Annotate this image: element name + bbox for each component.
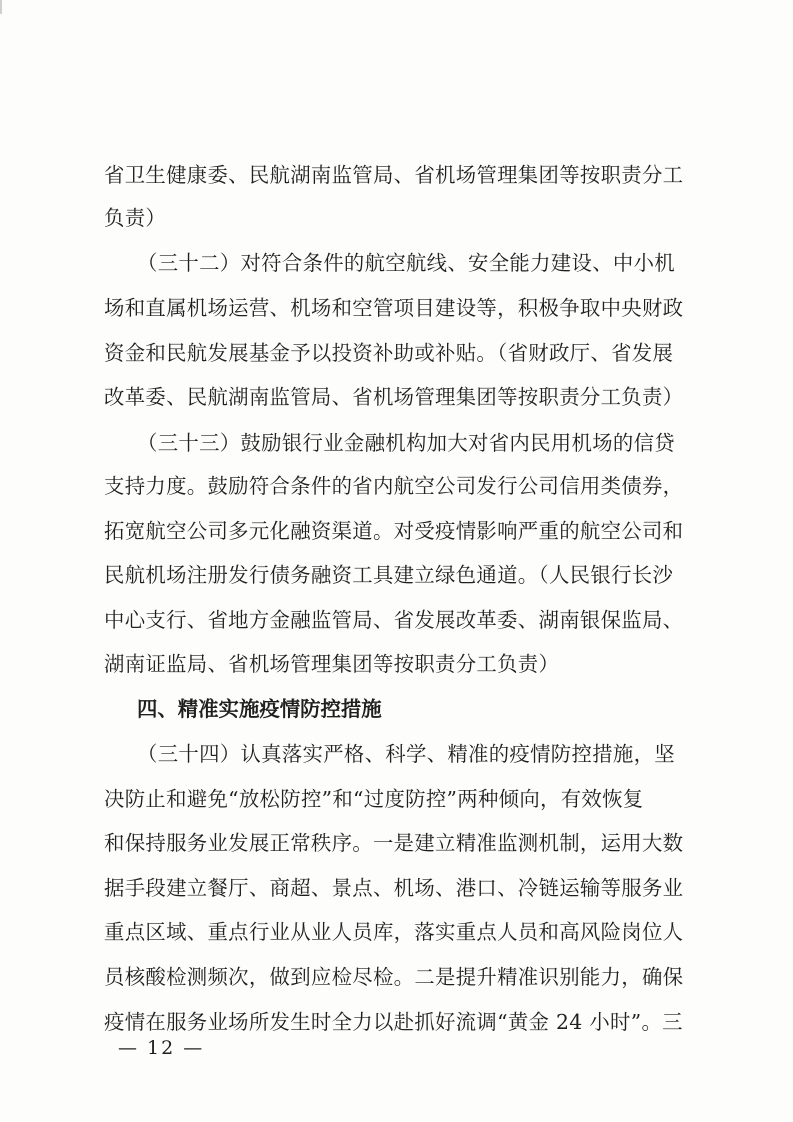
text-line: 员核酸检测频次，做到应检尽检。二是提升精准识别能力，确保 xyxy=(104,965,684,989)
text-line: 疫情在服务业场所发生时全力以赴抓好流调“黄金 24 小时”。三 xyxy=(104,1010,683,1034)
text-line: 改革委、民航湖南监管局、省机场管理集团等按职责分工负责） xyxy=(104,385,684,409)
text-line: 支持力度。鼓励符合条件的省内航空公司发行公司信用类债券， xyxy=(104,474,684,498)
text-line: 场和直属机场运营、机场和空管项目建设等，积极争取中央财政 xyxy=(104,296,684,320)
text-line: 决防止和避免“放松防控”和“过度防控”两种倾向，有效恢复 xyxy=(104,787,644,811)
text-line: （三十二）对符合条件的航空航线、安全能力建设、中小机 xyxy=(137,251,675,275)
text-line: 民航机场注册发行债务融资工具建立绿色通道。（人民银行长沙 xyxy=(104,563,674,587)
text-line: 重点区域、重点行业从业人员库，落实重点人员和高风险岗位人 xyxy=(104,920,684,944)
text-line: （三十四）认真落实严格、科学、精准的疫情防控措施，坚 xyxy=(137,742,675,766)
text-line: 拓宽航空公司多元化融资渠道。对受疫情影响严重的航空公司和 xyxy=(104,519,684,543)
text-line: 资金和民航发展基金予以投资补助或补贴。（省财政厅、省发展 xyxy=(104,341,674,365)
text-line: 省卫生健康委、民航湖南监管局、省机场管理集团等按职责分工 xyxy=(104,163,684,187)
text-line: 中心支行、省地方金融监管局、省发展改革委、湖南银保监局、 xyxy=(104,608,684,632)
text-line: （三十三）鼓励银行业金融机构加大对省内民用机场的信贷 xyxy=(137,431,675,455)
text-line: 负责） xyxy=(104,206,167,230)
text-line: 湖南证监局、省机场管理集团等按职责分工负责） xyxy=(104,652,560,676)
text-line: 和保持服务业发展正常秩序。一是建立精准监测机制，运用大数 xyxy=(104,831,684,855)
section-heading: 四、精准实施疫情防控措施 xyxy=(137,697,382,721)
text-line: 据手段建立餐厅、商超、景点、机场、港口、冷链运输等服务业 xyxy=(104,876,684,900)
scan-edge-mark xyxy=(0,0,2,14)
page-number: — 12 — xyxy=(118,1037,205,1059)
